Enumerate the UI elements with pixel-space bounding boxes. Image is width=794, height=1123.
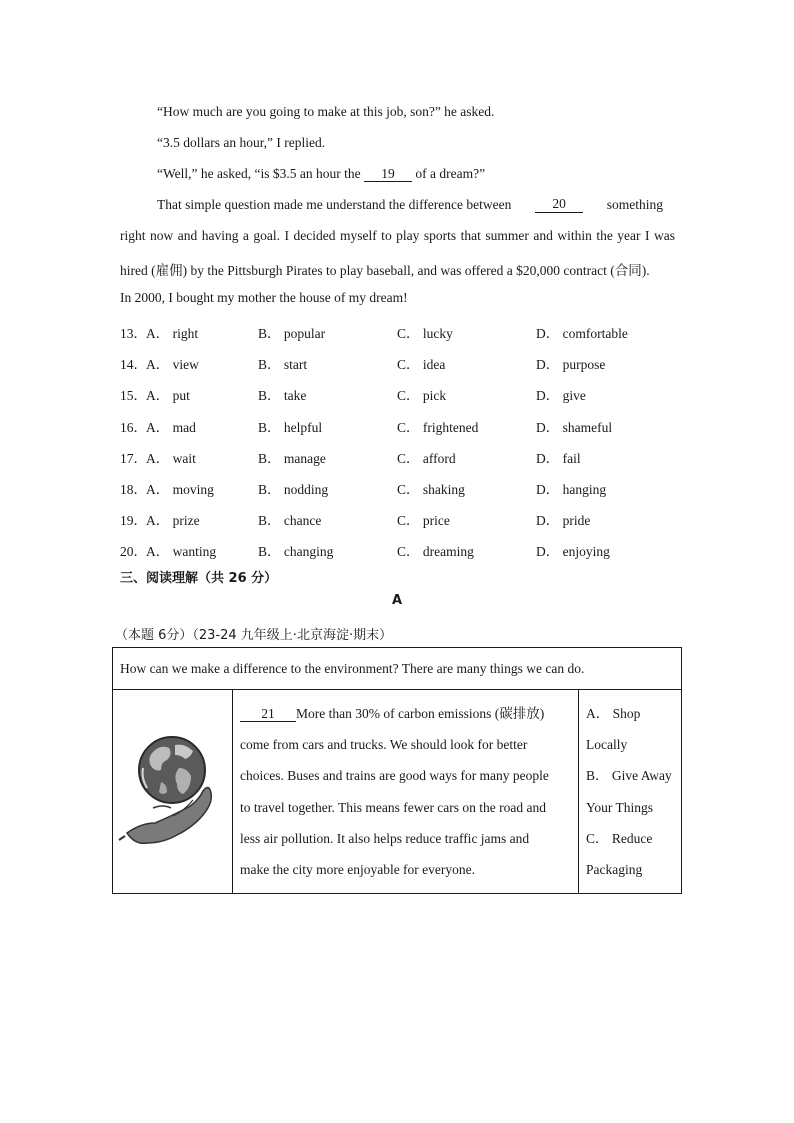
- option-c: C． dreaming: [397, 544, 474, 559]
- paragraph-line: make the city more enjoyable for everyone.: [240, 862, 476, 878]
- image-cell: [113, 690, 233, 894]
- option-c: C． price: [397, 513, 450, 528]
- choice-line: C． Reduce: [586, 830, 653, 846]
- source-note: （本题 6分）（23-24 九年级上·北京海淀·期末）: [115, 628, 393, 643]
- table-intro: How can we make a difference to the environment? There are many things we can do.: [113, 648, 682, 690]
- story-line-3: [157, 166, 485, 182]
- question-number: 13．: [120, 326, 147, 341]
- option-b: B． helpful: [258, 420, 323, 435]
- option-a: A． right: [146, 326, 199, 341]
- section-title: 三、阅读理解（共 26 分）: [120, 571, 278, 586]
- paragraph-cell: [233, 690, 579, 894]
- option-c: C． idea: [397, 357, 446, 372]
- option-d: D． comfortable: [536, 326, 628, 341]
- option-b: B． popular: [258, 326, 326, 341]
- paragraph-line: come from cars and trucks. We should look for better: [240, 737, 528, 753]
- option-a: A． prize: [146, 513, 200, 528]
- story-line-6: hired (雇佣) by the Pittsburgh Pirates to play baseball, and was offered a $20,000 contract (合同).: [120, 263, 650, 278]
- choice-line: B． Give Away: [586, 768, 672, 784]
- blank-19: 19: [364, 167, 412, 182]
- option-d: D． give: [536, 388, 586, 403]
- option-a: A． moving: [146, 482, 214, 497]
- choice-line: A． Shop: [586, 706, 641, 721]
- option-d: D． shameful: [536, 420, 613, 435]
- story-line-5: right now and having a goal. I decided myself to play sports that summer and within the year I was: [120, 228, 675, 243]
- paragraph-line: [240, 698, 572, 729]
- option-c: C． lucky: [397, 326, 453, 341]
- option-a: A． view: [146, 357, 199, 372]
- option-b: B． changing: [258, 544, 334, 559]
- story-line-3-end: of a dream?”: [415, 166, 486, 181]
- blank-20: 20: [535, 197, 583, 213]
- paragraph-line: to travel together. This means fewer cars on the road and: [240, 799, 547, 815]
- option-a: A． wanting: [146, 544, 217, 559]
- choice-line: Locally: [586, 737, 628, 753]
- option-d: D． hanging: [536, 482, 607, 497]
- story-line-2: “3.5 dollars an hour,” I replied.: [157, 135, 326, 150]
- option-a: A． mad: [146, 420, 196, 435]
- question-number: 15．: [120, 388, 147, 403]
- paragraph-line: less air pollution. It also helps reduce traffic jams and: [240, 830, 530, 846]
- option-b: B． manage: [258, 451, 326, 466]
- option-d: D． pride: [536, 513, 591, 528]
- story-line-4-end: something: [606, 197, 663, 212]
- question-number: 17．: [120, 451, 147, 466]
- option-b: B． nodding: [258, 482, 329, 497]
- blank-21: 21: [240, 707, 296, 722]
- option-b: B． take: [258, 388, 307, 403]
- option-b: B． chance: [258, 513, 322, 528]
- choice-line: Your Things: [586, 799, 654, 815]
- option-d: D． fail: [536, 451, 581, 466]
- option-b: B． start: [258, 357, 308, 372]
- option-c: C． pick: [397, 388, 447, 403]
- globe-in-hand-icon: [113, 690, 232, 889]
- reading-table: [112, 647, 682, 894]
- question-number: 19．: [120, 513, 147, 528]
- option-c: C． shaking: [397, 482, 465, 497]
- paragraph-line: choices. Buses and trains are good ways for many people: [240, 768, 549, 784]
- part-label: A: [392, 593, 403, 608]
- question-number: 14．: [120, 357, 147, 372]
- story-line-4: [157, 197, 663, 213]
- story-line-3-start: “Well,” he asked, “is $3.5 an hour the: [157, 166, 364, 181]
- question-number: 18．: [120, 482, 147, 497]
- story-line-7: In 2000, I bought my mother the house of my dream!: [120, 290, 408, 305]
- story-line-1: “How much are you going to make at this job, son?” he asked.: [157, 104, 495, 119]
- question-number: 20．: [120, 544, 147, 559]
- option-c: C． afford: [397, 451, 456, 466]
- option-d: D． enjoying: [536, 544, 610, 559]
- paragraph-text: More than 30% of carbon emissions (碳排放): [296, 706, 545, 721]
- question-number: 16．: [120, 420, 147, 435]
- choice-line: Packaging: [586, 862, 643, 878]
- option-d: D． purpose: [536, 357, 606, 372]
- option-c: C． frightened: [397, 420, 479, 435]
- option-a: A． wait: [146, 451, 196, 466]
- story-line-4-start: That simple question made me understand the difference between: [157, 197, 512, 212]
- choices-cell: [579, 690, 682, 894]
- option-a: A． put: [146, 388, 190, 403]
